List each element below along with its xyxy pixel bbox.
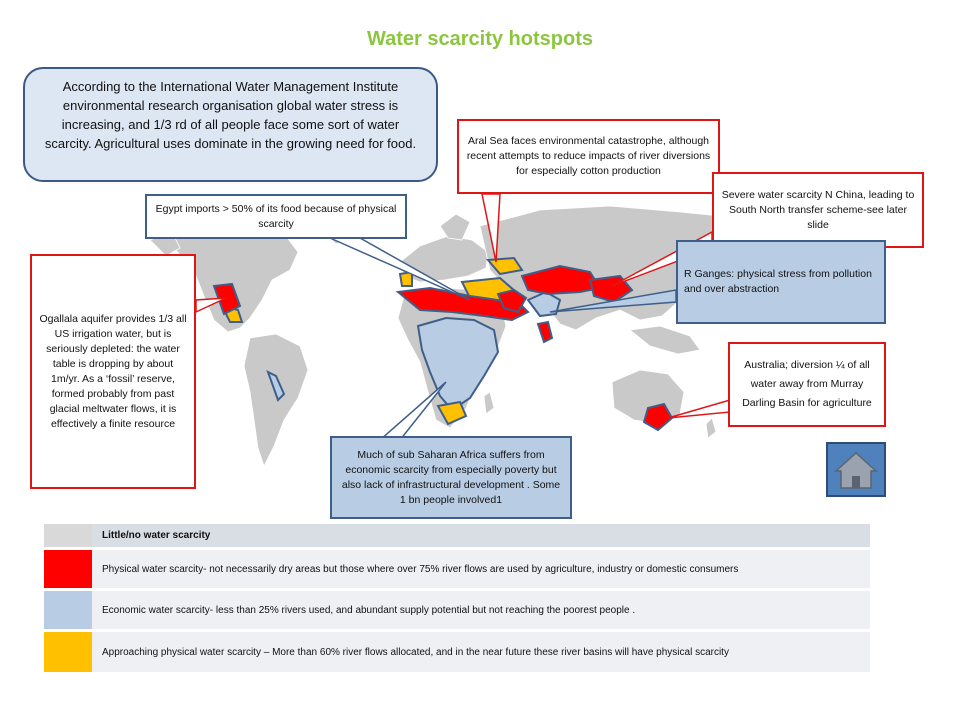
home-button[interactable] <box>826 442 886 497</box>
land-se-asia <box>630 326 700 354</box>
legend-label-none: Little/no water scarcity <box>92 524 870 547</box>
legend-swatch-economic <box>44 591 92 629</box>
legend <box>44 524 870 675</box>
callout-sub-saharan-africa: Much of sub Saharan Africa suffers from economic scarcity from especially poverty but also lack of infrastructural development . Some 1 bn people involved1 <box>330 436 572 519</box>
land-scandinavia <box>440 214 470 240</box>
land-madagascar <box>484 392 494 414</box>
legend-swatch-none <box>44 524 92 547</box>
legend-row-economic <box>44 591 870 629</box>
callout-north-china: Severe water scarcity N China, leading to South North transfer scheme-see later slide <box>712 172 924 248</box>
legend-row-approaching <box>44 632 870 672</box>
legend-swatch-physical <box>44 550 92 588</box>
callout-ganges: R Ganges: physical stress from pollution and over abstraction <box>676 240 886 324</box>
legend-swatch-approaching <box>44 632 92 672</box>
intro-text-box: According to the International Water Management Institute environmental research organisation global water stress is increasing, and 1/3 rd of all people face some sort of water scarcity. Agricultural uses dominate in the growing need for food. <box>23 67 438 182</box>
callout-australia: Australia; diversion ¼ of all water away from Murray Darling Basin for agriculture <box>728 342 886 427</box>
callout-egypt: Egypt imports > 50% of its food because of physical scarcity <box>145 194 407 239</box>
legend-row-physical <box>44 550 870 588</box>
legend-label-economic: Economic water scarcity- less than 25% rivers used, and abundant supply potential but not reaching the poorest people . <box>92 591 870 629</box>
legend-label-approaching: Approaching physical water scarcity – More than 60% river flows allocated, and in the near future these river basins will have physical scarcity <box>92 632 870 672</box>
land-south-america <box>244 334 308 466</box>
legend-row-none <box>44 524 870 547</box>
callout-ogallala: Ogallala aquifer provides 1/3 all US irrigation water, but is seriously depleted: the water table is dropping by about 1m/yr. As a ‘fossil’ reserve, formed probably from past glacial meltwater flows, it is effectively a finite resource <box>30 254 196 489</box>
callout-aral-sea: Aral Sea faces environmental catastrophe, although recent attempts to reduce impacts of river diversions for especially cotton production <box>457 119 720 194</box>
land-nz <box>706 418 716 438</box>
home-icon <box>828 444 884 495</box>
zone-india-physical <box>538 322 552 342</box>
page-title: Water scarcity hotspots <box>367 28 593 50</box>
legend-label-physical: Physical water scarcity- not necessarily dry areas but those where over 75% river flows are used by agriculture, industry or domestic consumers <box>92 550 870 588</box>
